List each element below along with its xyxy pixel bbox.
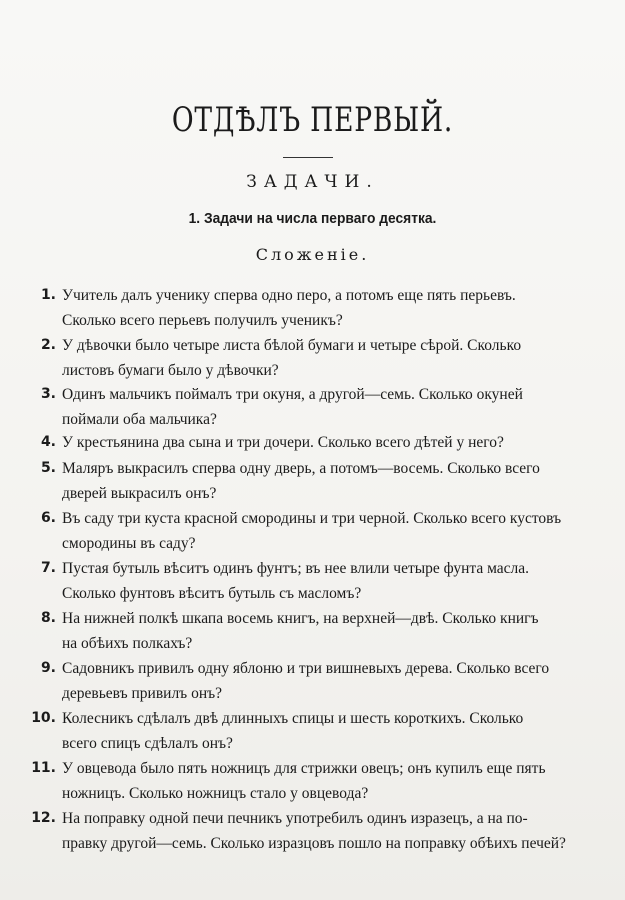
problem-text-line: дверей выкрасилъ онъ? [62,485,217,502]
problem-item [0,382,625,430]
problem-number: 10. [31,710,56,726]
problem-text-line: На нижней полкѣ шкапа восемь книгъ, на верхней—двѣ. Сколько книгъ [62,610,539,627]
problem-text-line: У овцевода было пять ножницъ для стрижки овецъ; онъ купилъ еще пять [62,760,546,777]
problem-text-line: Пустая бутыль вѣситъ одинъ фунтъ; въ нее влили четыре фунта масла. [62,560,530,577]
problem-item [0,706,625,756]
section-heading: ЗАДАЧИ. [246,172,379,192]
problem-text-line: Одинъ мальчикъ поймалъ три окуня, а другой—семь. Сколько окуней [62,386,523,403]
problem-text-line: У дѣвочки было четыре листа бѣлой бумаги и четыре сѣрой. Сколько [62,337,522,354]
chapter-title: ОТДѢЛЪ ПЕРВЫЙ. [171,100,454,140]
problem-text-line: Сколько фунтовъ вѣситъ бутыль съ масломъ? [62,585,362,602]
problem-item [0,430,625,456]
problem-item [0,806,625,856]
title-divider [283,157,333,158]
problem-text-line: Колесникъ сдѣлалъ двѣ длинныхъ спицы и шесть короткихъ. Сколько [62,710,524,727]
problem-text-line: На поправку одной печи печникъ употребилъ одинъ изразецъ, а на по- [62,810,528,827]
problem-number: 4. [40,434,56,450]
problem-text-line: деревьевъ привилъ онъ? [62,685,223,702]
topic-heading: Сложенiе. [255,245,370,264]
problem-number: 2. [40,337,56,353]
problem-number: 8. [40,610,56,626]
problem-text-line: Въ саду три куста красной смородины и три черной. Сколько всего кустовъ [62,510,562,527]
problem-list [0,283,625,856]
problem-number: 12. [31,810,56,826]
problem-text-line: на обѣихъ полкахъ? [62,635,193,652]
problem-item [0,556,625,606]
problem-item [0,756,625,806]
problem-text-line: листовъ бумаги было у дѣвочки? [62,362,279,379]
problem-item [0,333,625,382]
problem-number: 5. [40,460,56,476]
problem-item [0,283,625,333]
problem-text-line: поймали оба мальчика? [62,411,217,428]
problem-number: 11. [31,760,56,776]
problem-text-line: Учитель далъ ученику сперва одно перо, а потомъ еще пять перьевъ. [62,287,516,304]
problem-text-line: правку другой—семь. Сколько изразцовъ пошло на поправку обѣихъ печей? [62,835,566,852]
problem-text-line: всего спицъ сдѣлалъ онъ? [62,735,233,752]
problem-number: 6. [40,510,56,526]
problem-item [0,456,625,506]
problem-number: 7. [40,560,56,576]
problem-number: 9. [40,660,56,676]
problem-item [0,656,625,706]
problem-text-line: Маляръ выкрасилъ сперва одну дверь, а потомъ—восемь. Сколько всего [62,460,540,477]
problem-text-line: У крестьянина два сына и три дочери. Сколько всего дѣтей у него? [62,434,504,451]
problem-text-line: Сколько всего перьевъ получилъ ученикъ? [62,312,343,329]
problem-number: 3. [40,386,56,402]
problem-text-line: смородины въ саду? [62,535,196,552]
problem-item [0,606,625,656]
subsection-heading: 1. Задачи на числа перваго десятка. [188,210,437,227]
problem-item [0,506,625,556]
problem-text-line: Садовникъ привилъ одну яблоню и три вишневыхъ дерева. Сколько всего [62,660,550,677]
problem-text-line: ножницъ. Сколько ножницъ стало у овцевода? [62,785,369,802]
problem-number: 1. [40,287,56,303]
